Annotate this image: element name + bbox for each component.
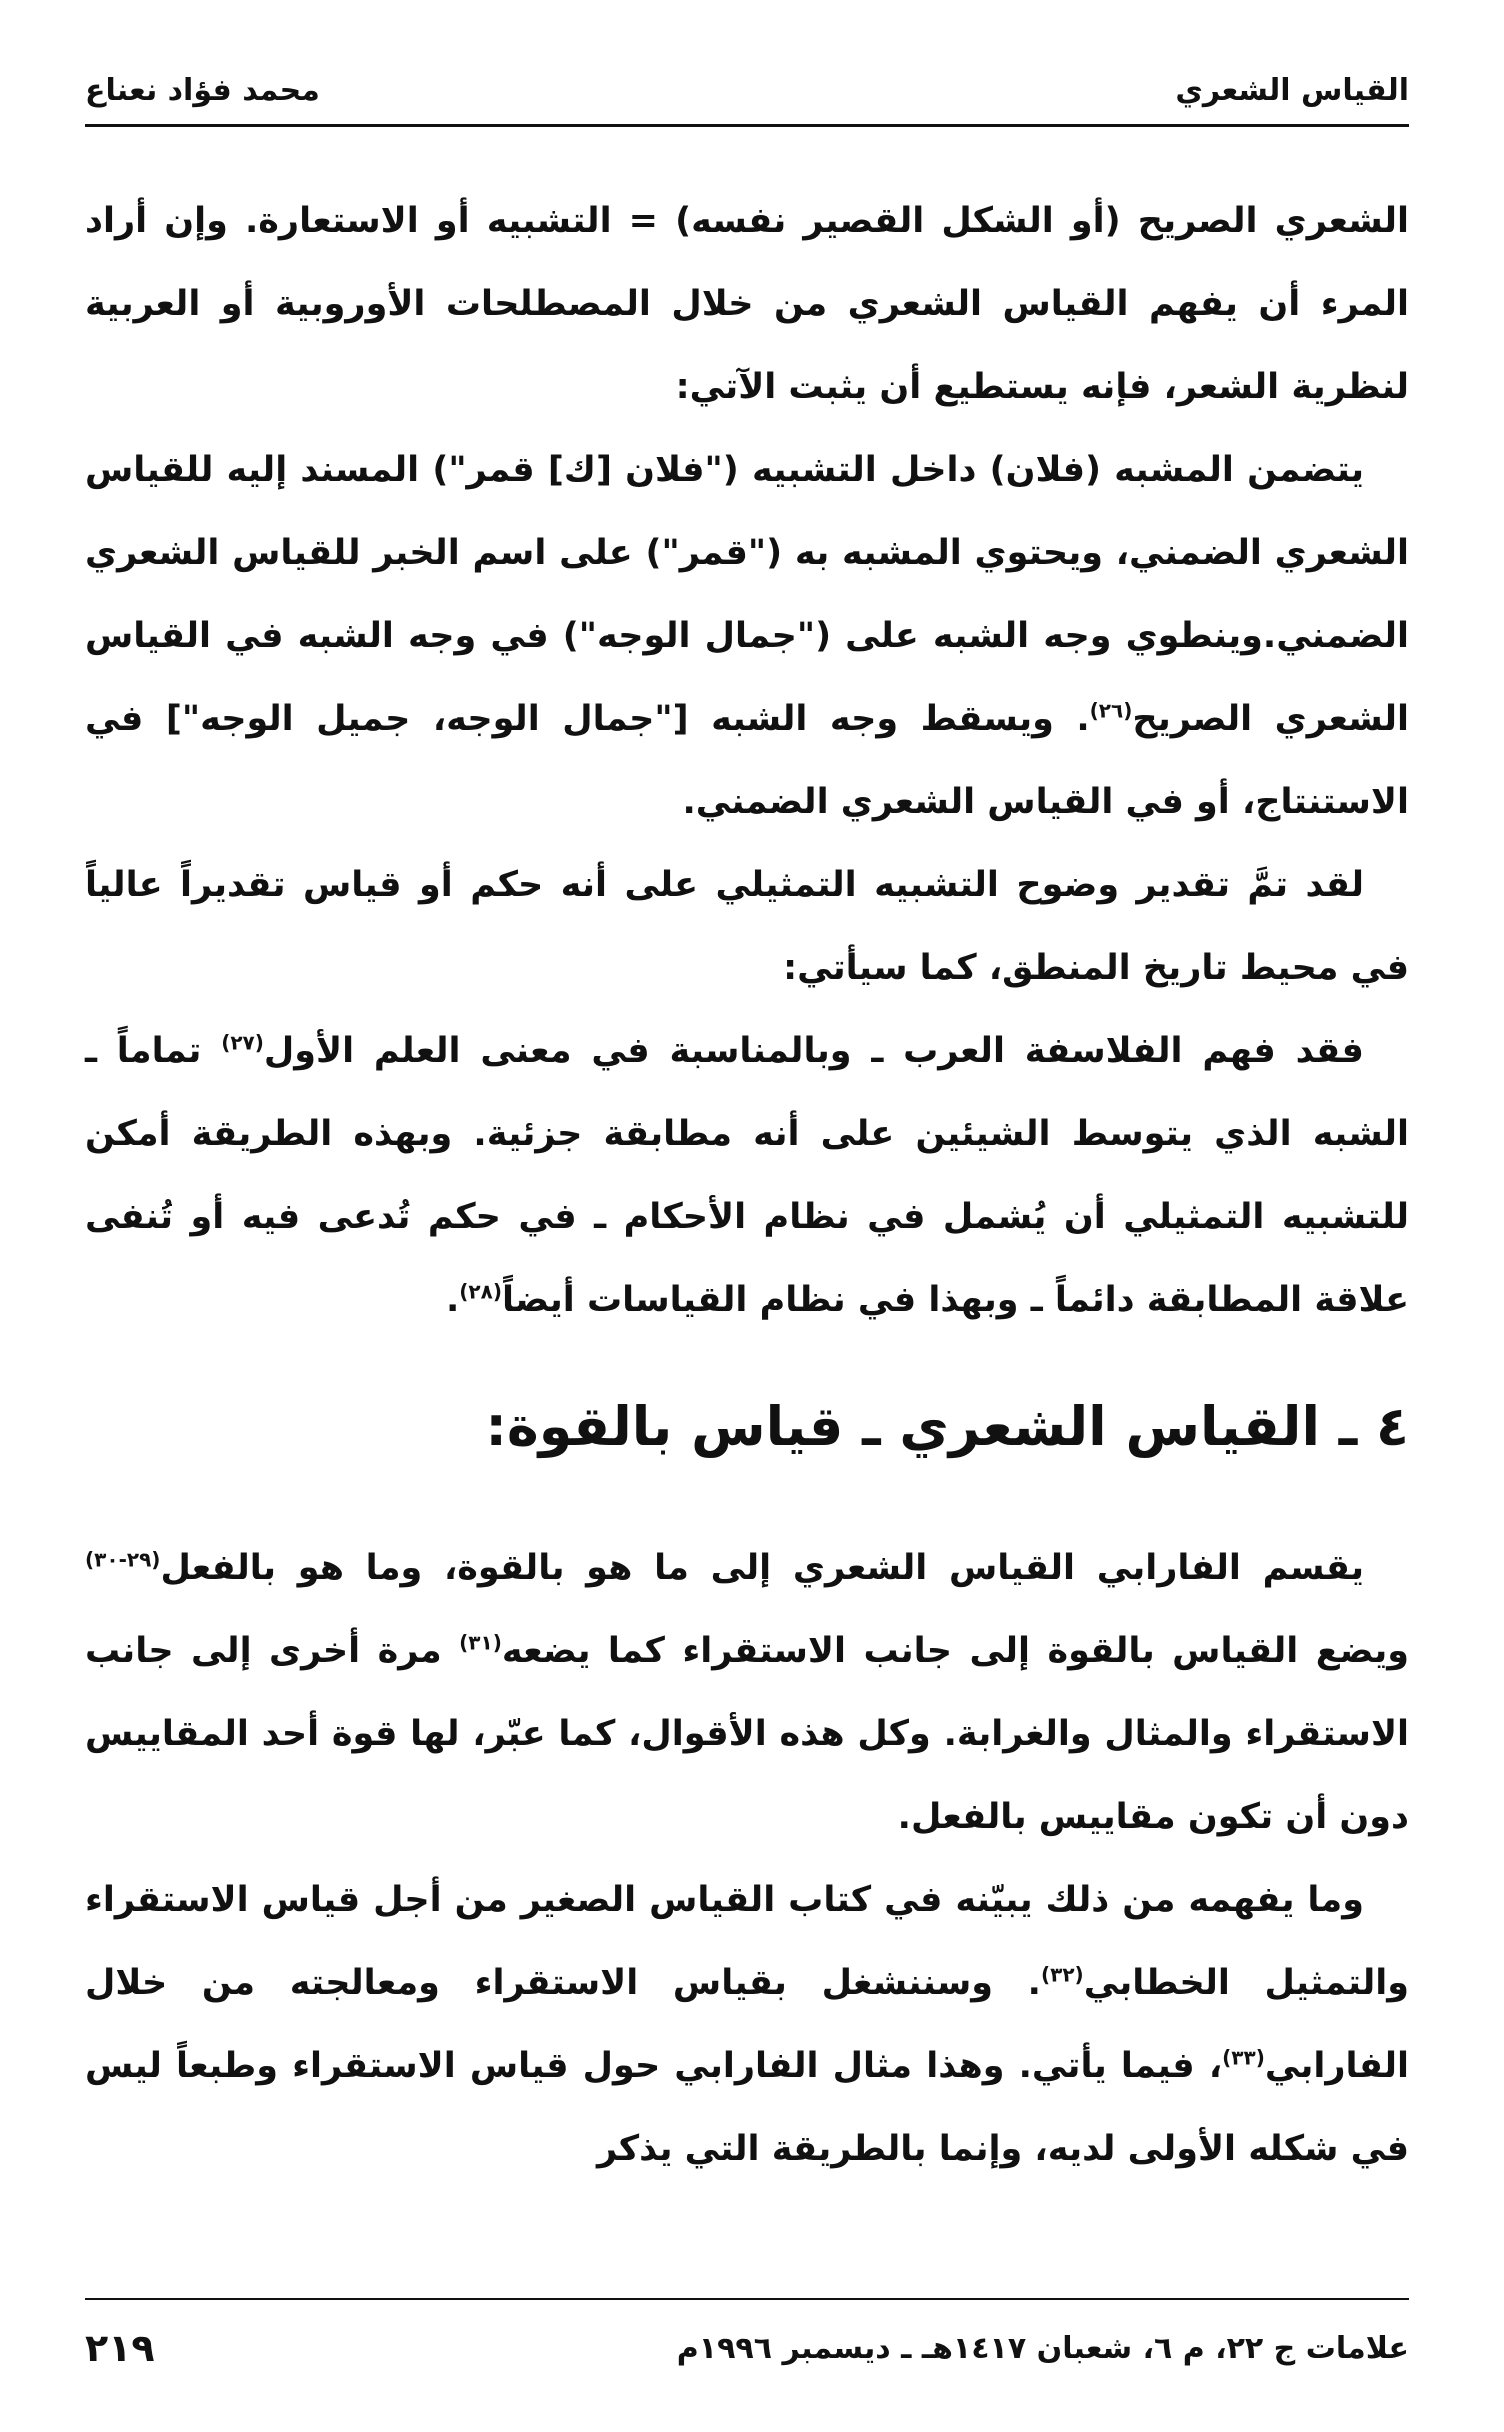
page-number: ٢١٩ [85, 2326, 155, 2370]
text-run: يقسم الفارابي القياس الشعري إلى ما هو بالقوة، وما هو بالفعل [160, 1548, 1364, 1588]
header-divider [85, 124, 1409, 127]
text-run: الشعري الصريح (أو الشكل القصير نفسه) = التشبيه أو الاستعارة. وإن أراد المرء أن يفهم القياس الشعري من خلال المصطلحات الأوروبية أو العربية لنظرية الشعر، فإنه يستطيع أن يثبت الآتي: [85, 201, 1409, 407]
footnote-ref[interactable]: (٣٣) [1222, 2045, 1265, 2070]
text-run: . [445, 1280, 460, 1320]
section-heading: ٤ ـ القياس الشعري ـ قياس بالقوة: [485, 1395, 1409, 1458]
text-run: ويضع القياس بالقوة إلى جانب الاستقراء كما يضعه [501, 1631, 1409, 1671]
footnote-ref[interactable]: (٢٨) [459, 1279, 502, 1304]
text-run: مرة أخرى إلى جانب الاستقراء والمثال والغرابة. وكل هذه الأقوال، كما عبّر، لها قوة أحد المقاييس دون أن تكون مقاييس بالفعل. [85, 1631, 1409, 1837]
paragraph [85, 180, 1409, 429]
paragraph [85, 844, 1409, 1010]
footnote-ref[interactable]: (٣٢) [1040, 1962, 1084, 1987]
text-run: ، فيما يأتي. وهذا مثال الفارابي حول قياس الاستقراء وطبعاً ليس في شكله الأولى لديه، وإنما بالطريقة التي يذكر [85, 2046, 1409, 2169]
paragraph [85, 1527, 1409, 1859]
footnote-ref[interactable]: (٢٧) [221, 1030, 264, 1055]
text-run: تماماً ـ الشبه الذي يتوسط الشيئين على أنه مطابقة جزئية. وبهذه الطريقة أمكن للتشبيه التمثيلي أن يُشمل في نظام الأحكام ـ في حكم تُدعى فيه أو تُنفى علاقة المطابقة دائماً ـ وبهذا في نظام القياسات أيضاً [85, 1031, 1409, 1320]
body-text [85, 180, 1409, 2191]
text-run: يتضمن المشبه (فلان) داخل التشبيه ("فلان [ك] قمر") المسند إليه للقياس الشعري الضمني، ويحتوي المشبه به ("قمر") على اسم الخبر للقياس الشعري الضمني.وينطوي وجه الشبه على ("جمال الوجه") في وجه الشبه في القياس الشعري الصريح [85, 450, 1410, 739]
text-run: وما يفهمه من ذلك يبيّنه في كتاب القياس الصغير من أجل قياس الاستقراء والتمثيل الخطابي [85, 1880, 1409, 2003]
footnote-ref[interactable]: (٣١) [459, 1630, 502, 1655]
author-name: محمد فؤاد نعناع [85, 72, 320, 108]
page-footer [85, 2318, 1409, 2378]
text-run: . ويسقط وجه الشبه ["جمال الوجه، جميل الوجه"] في الاستنتاج، أو في القياس الشعري الضمني. [85, 699, 1409, 822]
footnote-ref[interactable]: (٢٦) [1089, 698, 1133, 723]
footnote-ref[interactable]: (٢٩-٣٠) [85, 1547, 161, 1572]
paragraph [85, 429, 1409, 844]
paragraph [85, 1010, 1409, 1342]
page-header [85, 60, 1409, 120]
running-title: القياس الشعري [1175, 72, 1409, 108]
paragraph [85, 1859, 1409, 2191]
text-run: لقد تمَّ تقدير وضوح التشبيه التمثيلي على أنه حكم أو قياس تقديراً عالياً في محيط تاريخ المنطق، كما سيأتي: [85, 865, 1409, 988]
footer-divider [85, 2298, 1409, 2300]
text-run: . وسننشغل بقياس الاستقراء ومعالجته من خلال الفارابي [85, 1963, 1409, 2086]
journal-citation: علامات ج ٢٢، م ٦، شعبان ١٤١٧هـ ـ ديسمبر ١٩٩٦م [676, 2330, 1409, 2366]
text-run: فقد فهم الفلاسفة العرب ـ وبالمناسبة في معنى العلم الأول [263, 1031, 1364, 1071]
